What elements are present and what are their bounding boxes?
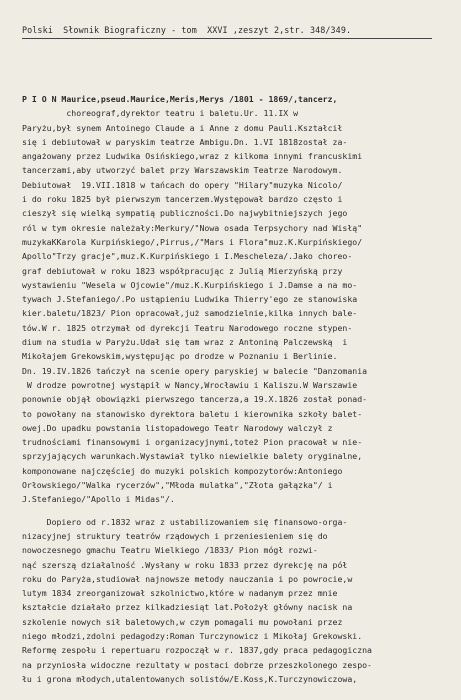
text-line: Reformę zespołu i repertuaru rozpoczął w r. 1837,gdy praca pedagogiczna bbox=[22, 645, 372, 656]
text-line: to powołany na stanowisko dyrektora baletu i kierownika szkoły balet- bbox=[22, 408, 363, 419]
text-line: roku do Paryża,studiował najnowsze metody nauczania i po powrocie,w bbox=[22, 573, 353, 584]
text-line: się i debiutował w paryskim teatrze Ambigu.Dn. 1.VI 1818został za- bbox=[22, 136, 348, 147]
text-line: owej.Do upadku powstania listopadowego Teatr Narodowy walczył z bbox=[22, 422, 333, 433]
text-line: wystawieniu "Wesela w Ojcowie"/muz.K.Kurpińskiego i J.Damse a na mo- bbox=[22, 279, 358, 290]
text-line: Dopiero od r.1832 wraz z ustabilizowaniem się finansowo-orga- bbox=[22, 516, 348, 527]
text-line: cieszył się wielką sympatią publiczności.Do najwybitniejszych jego bbox=[22, 208, 348, 219]
text-line: J.Stefaniego/"Apollo i Midas"/. bbox=[22, 494, 175, 505]
document-body bbox=[22, 92, 438, 686]
text-line: nowoczesnego gmachu Teatru Wielkiego /1833/ Pion mógł rozwi- bbox=[22, 545, 318, 556]
text-line: trudnościami finansowymi i organizacyjnymi,toteż Pion pracował w nie- bbox=[22, 437, 363, 448]
text-line: Mikołajem Grekowskim,występując po drodze w Poznaniu i Berlinie. bbox=[22, 351, 338, 362]
text-line: P I O N Maurice,pseud.Maurice,Meris,Merys /1801 - 1869/,tancerz, bbox=[22, 94, 338, 104]
text-line: tywach J.Stefaniego/.Po ustąpieniu Ludwika Thierry'ego ze stanowiska bbox=[22, 294, 358, 305]
text-line: szkolenie nowych sił baletowych,w czym pomagali mu powołani przez bbox=[22, 616, 343, 627]
text-line: Debiutował 19.VII.1818 w tańcach do opery "Hilary"muzyka Nicolo/ bbox=[22, 179, 343, 190]
text-line: graf debiutował w roku 1823 współpracując z Julią Mierzyńską przy bbox=[22, 265, 343, 276]
text-line: na przyniosła widoczne rezultaty w postaci dobrze przeszkolonego zespo- bbox=[22, 659, 372, 670]
text-line: Paryżu,był synem Antoinego Claude a i Anne z domu Pauli.Kształcił bbox=[22, 122, 343, 133]
text-line: Orłowskiego/"Walka rycerzów","Młoda mulatka","Złota gałązka"/ i bbox=[22, 480, 333, 491]
text-line: tów.W r. 1825 otrzymał od dyrekcji Teatru Narodowego roczne stypen- bbox=[22, 322, 353, 333]
text-line: Dn. 19.IV.1826 tańczył na scenie opery paryskiej w balecie "Danzomania bbox=[22, 365, 368, 376]
text-line: niego młodzi,zdolni pedagodzy:Roman Turczynowicz i Mikołaj Grekowski. bbox=[22, 630, 363, 641]
header-underline bbox=[22, 38, 432, 39]
text-line: angażowany przez Ludwika Osińskiego,wraz z kilkoma innymi francuskimi bbox=[22, 151, 363, 162]
text-line: tancerzami,aby utworzyć balet przy Warszawskim Teatrze Narodowym. bbox=[22, 165, 343, 176]
text-line: W drodze powrotnej wystąpił w Nancy,Wrocławiu i Kaliszu.W Warszawie bbox=[22, 379, 358, 390]
text-line: ról w tym okresie należały:Merkury/"Nowa osada Terpsychory nad Wisłą" bbox=[22, 222, 363, 233]
text-line: sprzyjających warunkach.Wystawiał tylko niewielkie balety oryginalne, bbox=[22, 451, 363, 462]
text-line: kier.baletu/1823/ Pion opracował,już samodzielnie,kilka innych bale- bbox=[22, 308, 358, 319]
text-line: nąć szerszą działalność .Wysłany w roku 1833 przez dyrekcję na pół bbox=[22, 559, 348, 570]
text-line: kształcie działało przez kilkadziesiąt lat.Położył główny nacisk na bbox=[22, 602, 353, 613]
text-line: lutym 1834 zreorganizował szkolnictwo,które w nadanym przez mnie bbox=[22, 588, 338, 599]
text-line: komponowane najczęściej do muzyki polskich kompozytorów:Antoniego bbox=[22, 465, 343, 476]
document-header: Polski Słownik Biograficzny - tom XXVI ,zeszyt 2,str. 348/349. bbox=[22, 25, 352, 35]
text-line: muzykaKKarola Kurpińskiego/,Pirrus,/"Mars i Flora"muz.K.Kurpińskiego/ bbox=[22, 236, 363, 247]
text-line: łu i grona młodych,utalentowanych solistów/E.Koss,K.Turczynowiczowa, bbox=[22, 673, 358, 684]
text-line: Apollo"Trzy gracje",muz.K.Kurpińskiego i I.Mescheleza/.Jako choreo- bbox=[22, 251, 353, 262]
text-line: ponownie objął obowiązki pierwszego tancerza,a 19.X.1826 został ponad- bbox=[22, 394, 368, 405]
text-line: dium na studia w Paryżu.Udał się tam wraz z Antoniną Palczewską i bbox=[22, 337, 348, 348]
text-line: nizacyjnej struktury teatrów rządowych i przeniesieniem się do bbox=[22, 530, 328, 541]
text-line: choreograf,dyrektor teatru i baletu.Ur. 11.IX w bbox=[22, 108, 299, 119]
text-line: i do roku 1825 był pierwszym tancerzem.Występował bardzo często i bbox=[22, 194, 343, 205]
